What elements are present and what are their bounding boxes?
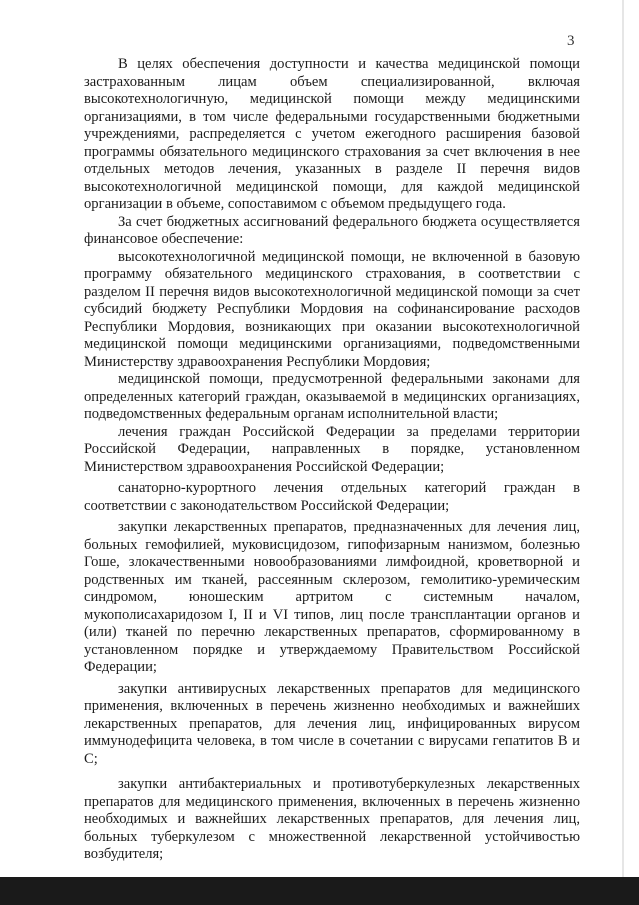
page-edge-shadow xyxy=(622,0,624,877)
document-body xyxy=(84,56,580,864)
paragraph-8: закупки антивирусных лекарственных препаратов для медицинского применения, включенных в перечень жизненно необходимых и важнейших лекарственных препаратов, для лечения лиц, инфицированных вирусом иммунодефицита человека, в том числе в сочетании с вирусами гепатитов В и С; xyxy=(84,680,580,767)
paragraph-6: санаторно-курортного лечения отдельных категорий граждан в соответствии с законодательством Российской Федерации; xyxy=(84,480,580,514)
scan-bottom-border xyxy=(0,877,639,905)
paragraph-4: медицинской помощи, предусмотренной федеральными законами для определенных категорий граждан, оказываемой в медицинских организациях, подведомственных федеральным органам исполнительной власти; xyxy=(84,371,580,422)
paragraph-9: закупки антибактериальных и противотуберкулезных лекарственных препаратов для медицинского применения, включенных в перечень жизненно необходимых и важнейших лекарственных препаратов, для лечения лиц, больных туберкулезом с множественной лекарственной устойчивостью возбудителя; xyxy=(84,776,580,862)
paragraph-7: закупки лекарственных препаратов, предназначенных для лечения лиц, больных гемофилией, муковисцидозом, гипофизарным нанизмом, болезнью Гоше, злокачественными новообразованиями лимфоидной, кроветворной и родственных им тканей, рассеянным склерозом, гемолитико-уремическим синдромом, юношеским артритом с системным началом, мукополисахаридозом I, II и VI типов, лиц после трансплантации органов и (или) тканей по перечню лекарственных препаратов, сформированному в установленном порядке и утверждаемому Правительством Российской Федерации; xyxy=(84,519,580,675)
page-number: 3 xyxy=(567,33,575,49)
paragraph-3: высокотехнологичной медицинской помощи, не включенной в базовую программу обязательного медицинского страхования, в соответствии с разделом II перечня видов высокотехнологичной медицинской помощи за счет субсидий бюджету Республики Мордовия на софинансирование расходов Республики Мордовия, возникающих при оказании высокотехнологичной медицинской помощи медицинскими организациями, подведомственными Министерству здравоохранения Республики Мордовия; xyxy=(84,248,580,370)
paragraph-5: лечения граждан Российской Федерации за пределами территории Российской Федерации, направленных в порядке, установленном Министерством здравоохранения Российской Федерации; xyxy=(84,423,580,475)
paragraph-1: В целях обеспечения доступности и качества медицинской помощи застрахованным лицам объем специализированной, включая высокотехнологичную, медицинской помощи между медицинскими организациями, в том числе федеральными государственными бюджетными учреждениями, распределяется с учетом ежегодного расширения базовой программы обязательного медицинского страхования за счет включения в нее отдельных методов лечения, указанных в разделе II перечня видов высокотехнологичной медицинской помощи, для каждой медицинской организации в объеме, сопоставимом с объемом предыдущего года. xyxy=(84,56,580,212)
paragraph-2: За счет бюджетных ассигнований федерального бюджета осуществляется финансовое обеспечение: xyxy=(84,213,580,247)
